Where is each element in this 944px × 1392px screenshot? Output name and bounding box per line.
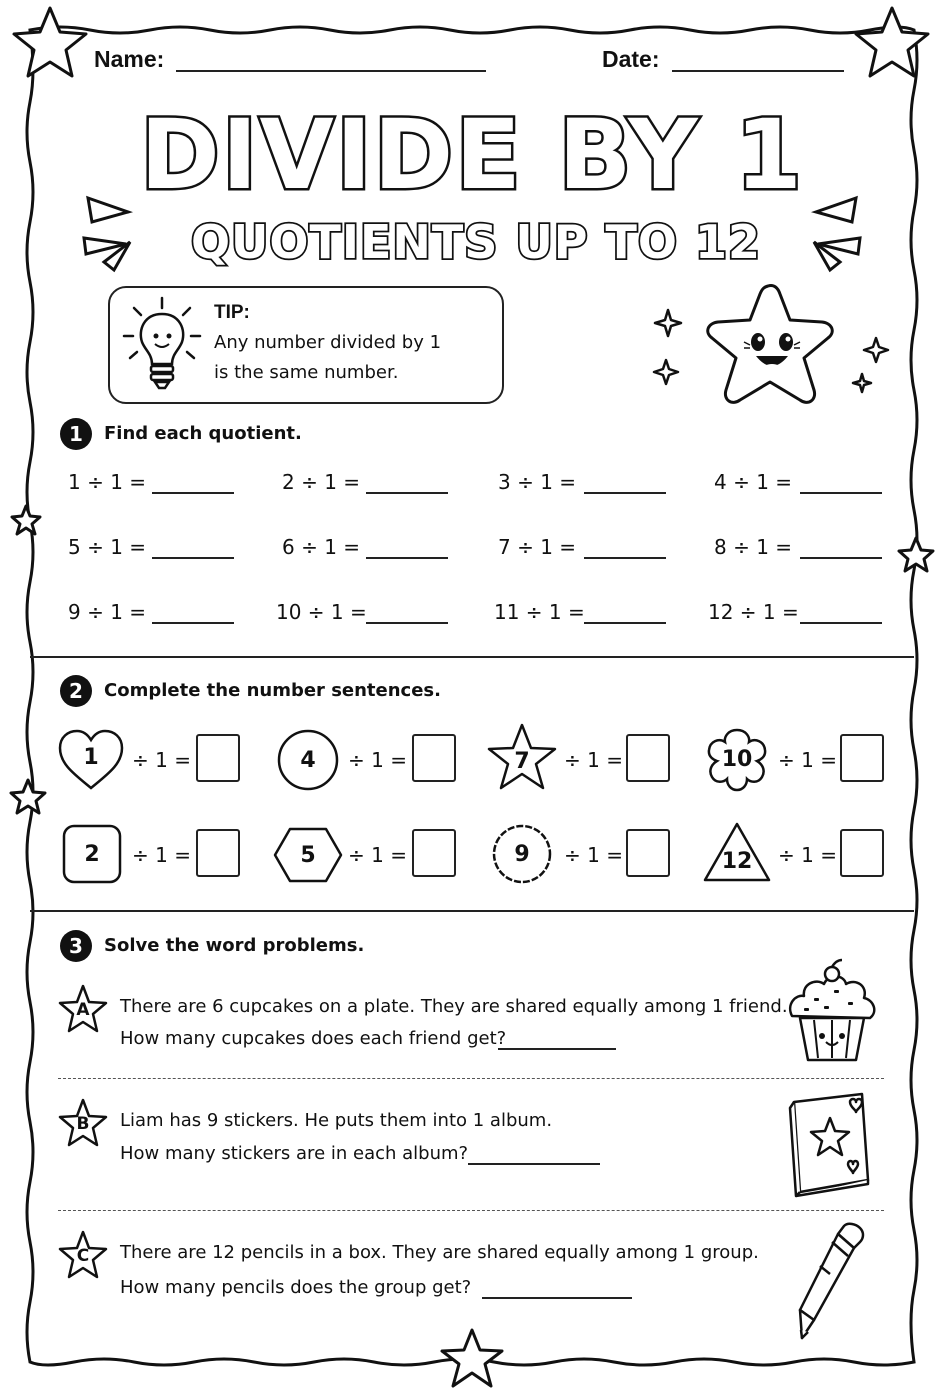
problem-letter: C — [76, 1246, 90, 1266]
operator-text: ÷ 1 = — [348, 748, 407, 772]
section-divider — [30, 656, 914, 658]
problem-letter: B — [76, 1114, 90, 1134]
problem-separator — [58, 1210, 884, 1211]
scalloped-circle-shape — [490, 822, 554, 886]
division-problem: 6 ÷ 1 = — [282, 535, 361, 559]
answer-box[interactable] — [626, 829, 670, 877]
name-field[interactable] — [176, 70, 486, 72]
answer-blank[interactable] — [584, 557, 666, 559]
lightbulb-icon — [120, 294, 204, 394]
answer-blank[interactable] — [366, 557, 448, 559]
burst-icon — [816, 198, 856, 222]
operator-text: ÷ 1 = — [348, 843, 407, 867]
section-2-title: Complete the number sentences. — [104, 680, 441, 701]
shape-number: 12 — [721, 848, 753, 874]
answer-blank[interactable] — [366, 622, 448, 624]
tip-line-2: is the same number. — [214, 362, 399, 383]
heart-shape — [56, 728, 126, 792]
star-shape — [486, 722, 558, 792]
answer-blank[interactable] — [366, 492, 448, 494]
division-problem: 8 ÷ 1 = — [714, 535, 793, 559]
answer-blank[interactable] — [468, 1163, 600, 1165]
division-problem: 3 ÷ 1 = — [498, 470, 577, 494]
operator-text: ÷ 1 = — [778, 843, 837, 867]
problem-b-line-2: How many stickers are in each album? — [120, 1143, 469, 1164]
border-star-icon — [12, 506, 40, 534]
answer-blank[interactable] — [498, 1048, 616, 1050]
rounded-square-shape — [62, 824, 122, 884]
shape-number: 4 — [300, 747, 316, 773]
problem-c-line-1: There are 12 pencils in a box. They are shared equally among 1 group. — [120, 1242, 759, 1263]
sticker-album-icon — [784, 1088, 876, 1200]
triangle-shape — [702, 820, 772, 884]
problem-a-badge — [58, 984, 108, 1034]
problem-separator — [58, 1078, 884, 1079]
answer-blank[interactable] — [584, 622, 666, 624]
answer-box[interactable] — [196, 829, 240, 877]
answer-box[interactable] — [412, 829, 456, 877]
division-problem: 9 ÷ 1 = — [68, 600, 147, 624]
star-mascot-icon — [640, 280, 910, 420]
shape-number: 7 — [514, 748, 530, 774]
section-1-title: Find each quotient. — [104, 423, 302, 444]
problem-b-line-1: Liam has 9 stickers. He puts them into 1 album. — [120, 1110, 553, 1131]
answer-box[interactable] — [196, 734, 240, 782]
operator-text: ÷ 1 = — [564, 843, 623, 867]
problem-a-line-1: There are 6 cupcakes on a plate. They are shared equally among 1 friend. — [120, 996, 788, 1017]
problem-c-line-2: How many pencils does the group get? — [120, 1277, 472, 1298]
circle-shape — [276, 728, 340, 792]
corner-star-icon — [14, 8, 86, 76]
section-3-title: Solve the word problems. — [104, 935, 365, 956]
division-problem: 11 ÷ 1 = — [494, 600, 585, 624]
division-problem: 12 ÷ 1 = — [708, 600, 799, 624]
answer-box[interactable] — [412, 734, 456, 782]
date-label: Date: — [602, 46, 660, 72]
operator-text: ÷ 1 = — [778, 748, 837, 772]
problem-b-badge — [58, 1098, 108, 1148]
tip-line-1: Any number divided by 1 — [214, 332, 442, 353]
date-field[interactable] — [672, 70, 844, 72]
pencil-icon — [796, 1220, 868, 1344]
problem-letter: A — [76, 1000, 90, 1020]
division-problem: 2 ÷ 1 = — [282, 470, 361, 494]
answer-blank[interactable] — [152, 557, 234, 559]
answer-blank[interactable] — [482, 1297, 632, 1299]
worksheet-title — [0, 80, 944, 280]
flower-shape — [702, 724, 772, 794]
title-sub: QUOTIENTS UP TO 12 — [190, 215, 762, 269]
hexagon-shape — [272, 826, 344, 884]
answer-blank[interactable] — [800, 492, 882, 494]
problem-c-badge — [58, 1230, 108, 1280]
shape-number: 5 — [300, 842, 316, 868]
answer-blank[interactable] — [584, 492, 666, 494]
answer-blank[interactable] — [152, 492, 234, 494]
border-star-icon — [11, 780, 45, 813]
division-problem: 1 ÷ 1 = — [68, 470, 147, 494]
shape-number: 1 — [83, 744, 99, 770]
section-1-number: 1 — [60, 418, 92, 450]
answer-blank[interactable] — [800, 557, 882, 559]
division-problem: 5 ÷ 1 = — [68, 535, 147, 559]
section-3-number: 3 — [60, 930, 92, 962]
answer-box[interactable] — [626, 734, 670, 782]
operator-text: ÷ 1 = — [132, 843, 191, 867]
shape-number: 10 — [721, 746, 753, 772]
operator-text: ÷ 1 = — [132, 748, 191, 772]
division-problem: 10 ÷ 1 = — [276, 600, 367, 624]
answer-blank[interactable] — [152, 622, 234, 624]
answer-blank[interactable] — [800, 622, 882, 624]
division-problem: 7 ÷ 1 = — [498, 535, 577, 559]
answer-box[interactable] — [840, 829, 884, 877]
tip-heading: TIP: — [214, 302, 250, 323]
answer-box[interactable] — [840, 734, 884, 782]
section-2-number: 2 — [60, 675, 92, 707]
name-label: Name: — [94, 46, 165, 72]
shape-number: 2 — [84, 841, 100, 867]
burst-icon — [88, 198, 128, 222]
title-main: DIVIDE BY 1 — [140, 99, 804, 211]
shape-number: 9 — [514, 841, 530, 867]
operator-text: ÷ 1 = — [564, 748, 623, 772]
section-divider — [30, 910, 914, 912]
cupcake-icon — [784, 958, 880, 1066]
problem-a-line-2: How many cupcakes does each friend get? — [120, 1028, 507, 1049]
tip-box — [108, 286, 504, 404]
bottom-star-icon — [442, 1330, 502, 1386]
division-problem: 4 ÷ 1 = — [714, 470, 793, 494]
